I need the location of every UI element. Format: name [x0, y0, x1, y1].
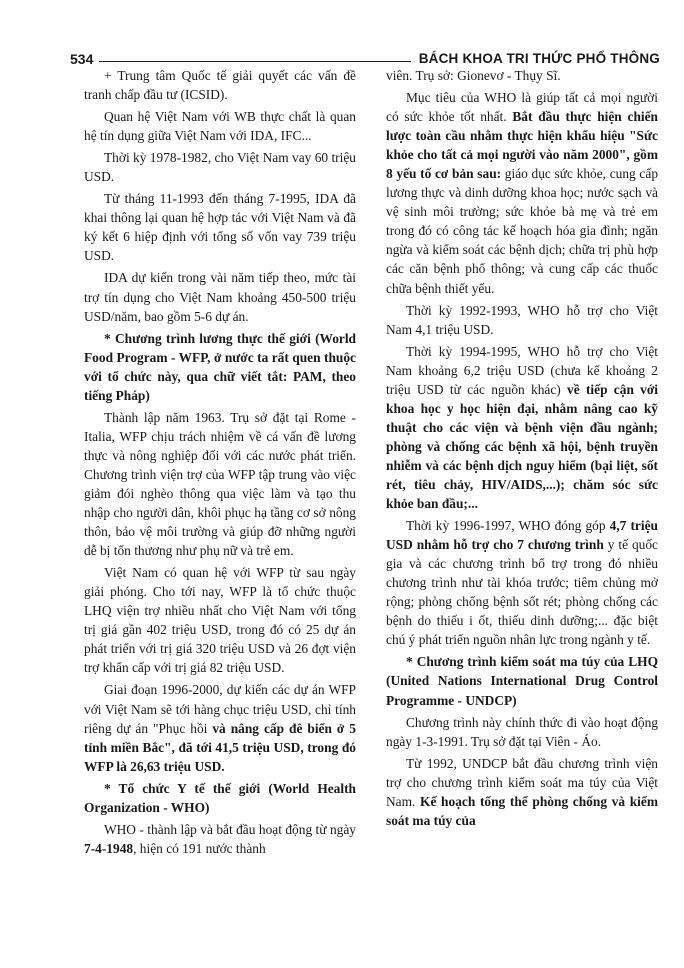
- undcp-1992-bold-text: Kế hoạch tổng thể phòng chống và kiểm soát ma túy của: [386, 793, 658, 828]
- left-column: [84, 66, 356, 858]
- who-1994-text: Thời kỳ 1994-1995, WHO hỗ trợ cho Việt Nam khoảng 6,2 triệu USD (chưa kể khoảng 2 triệu USD từ các nguồn khác): [386, 343, 658, 397]
- who-1996-text: Thời kỳ 1996-1997, WHO đóng góp: [406, 518, 610, 534]
- who-1996-paragraph: [386, 516, 658, 649]
- wfp-1996-paragraph: [84, 680, 356, 775]
- who-1996-text-end: y tế quốc gia và các chương trình bổ trợ trong đó nhiều chương trình như tài khóa trước; tiêm chủng mở rộng; phòng chống bệnh sốt rét; phòng chống các bệnh do thiếu i ốt, thiếu dinh dưỡng;... đặc biệt chú ý phát triển nguồn nhân lực trong ngành y tế.: [386, 537, 658, 648]
- wfp-1996-bold-text: và nâng cấp đê biển ở 5 tỉnh miền Bắc", đã tới 41,5 triệu USD, trong đó WFP là 26,63 triệu USD.: [84, 720, 356, 774]
- who-goals-paragraph: [386, 88, 658, 298]
- wfp-heading: * Chương trình lương thực thế giới (World Food Program - WFP, ở nước ta rất quen thuộc với tổ chức này, qua chữ viết tắt: PAM, theo tiếng Pháp): [84, 330, 356, 403]
- wfp-founding-paragraph: Thành lập năm 1963. Trụ sở đặt tại Rome - Italia, WFP chịu trách nhiệm về cá vấn đề lương thực và nông nghiệp đối với các nước phát triển. Chương trình viện trợ của WFP tập trung vào việc giảm đói nghèo thông qua việc làm và tạo thu nhập cho người dân, khôi phục hạ tầng cơ sở nông thôn, bảo vệ môi trường và giúp đỡ những người dễ bị tổn thương như phụ nữ và trẻ em.: [84, 409, 356, 559]
- who-goals-list: giáo dục sức khỏe, cung cấp lương thực và dinh dưỡng khoa học; nước sạch và vệ sinh môi trường; sức khỏe bà mẹ và trẻ em trong đó có công tác kế hoạch hóa gia đình; ngăn ngừa và kiểm soát các bệnh dịch; chữa trị phù hợp các căn bệnh phổ thông; và cung cấp các thuốc chữa bệnh thiết yếu.: [386, 166, 659, 296]
- wb-relation-paragraph: Quan hệ Việt Nam với WB thực chất là quan hệ tín dụng giữa Việt Nam với IDA, IFC...: [84, 109, 356, 144]
- undcp-founding-paragraph: Chương trình này chính thức đi vào hoạt động ngày 1-3-1991. Trụ sở đặt tại Viên - Áo.: [386, 714, 658, 749]
- who-members-continuation: viên. Trụ sở: Gionevơ - Thụy Sĩ.: [386, 68, 561, 83]
- who-1994-bold-text: về tiếp cận với khoa học y học hiện đại, nhằm nâng cao kỹ thuật cho các viện và bệnh viện đầu ngành; phòng và chống các bệnh xã hội, bệnh truyền nhiễm và các bệnh dịch nguy hiểm (bại liệt, sốt rét, tiêu chảy, HIV/AIDS,...); chăm sóc sức khỏe ban đầu;...: [386, 381, 658, 512]
- right-column: [386, 66, 658, 830]
- loan-1978-paragraph: Thời kỳ 1978-1982, cho Việt Nam vay 60 triệu USD.: [84, 150, 356, 185]
- who-1996-bold-text: 4,7 triệu USD nhằm hỗ trợ cho 7 chương trình: [386, 518, 658, 553]
- page-number: 534: [70, 51, 94, 67]
- undcp-1992-paragraph: [386, 754, 658, 830]
- who-founding-paragraph: [84, 820, 356, 858]
- wfp-vietnam-paragraph: Việt Nam có quan hệ với WFP từ sau ngày giải phóng. Cho tới nay, WFP là tổ chức thuộc LHQ viện trợ nhiều nhất cho Việt Nam với tổng trị giá gần 402 triệu USD, trong đó có 25 dự án phát triển với trị giá 320 triệu USD và 26 đợt viện trợ khẩn cấp với trị giá 82 triệu USD.: [84, 565, 356, 676]
- undcp-heading: * Chương trình kiểm soát ma túy của LHQ (United Nations International Drug Control Programme - UNDCP): [386, 654, 658, 708]
- who-1992-paragraph: Thời kỳ 1992-1993, WHO hỗ trợ cho Việt Nam 4,1 triệu USD.: [386, 302, 658, 337]
- who-founding-text: WHO - thành lập và bắt đầu hoạt động từ ngày: [104, 821, 356, 837]
- who-founding-text-end: , hiện có 191 nước thành: [133, 840, 266, 856]
- page-header: [70, 44, 660, 66]
- wfp-1996-text: Giai đoạn 1996-2000, dự kiến các dự án WFP với Việt Nam sẽ tới hàng chục triệu USD, chỉ tính riêng dự án "Phục hồi: [84, 682, 356, 736]
- ida-1993-paragraph: Từ tháng 11-1993 đến tháng 7-1995, IDA đã khai thông lại quan hệ hợp tác với Việt Nam và đã ký kết 6 hiệp định với tổng số vốn vay 739 triệu USD.: [84, 191, 356, 264]
- undcp-1992-text: Từ 1992, UNDCP bắt đầu chương trình viện trợ cho chương trình kiểm soát ma túy của Việt Nam.: [386, 755, 658, 809]
- who-goals-bold-text: Bắt đầu thực hiện chiến lược toàn cầu nhằm thực hiện khẩu hiệu "Sức khỏe cho tất cả mọi người vào năm 2000", gồm 8 yếu tố cơ bản sau:: [386, 109, 658, 182]
- who-heading: * Tổ chức Y tế thế giới (World Health Organization - WHO): [84, 780, 356, 815]
- ida-forecast-paragraph: IDA dự kiến trong vài năm tiếp theo, mức tài trợ tín dụng cho Việt Nam khoảng 450-500 triệu USD/năm, bao gồm 5-6 dự án.: [84, 270, 356, 324]
- who-goals-text: Mục tiêu của WHO là giúp tất cả mọi người có sức khỏe tốt nhất.: [386, 90, 658, 125]
- running-title: BÁCH KHOA TRI THỨC PHỔ THÔNG: [418, 51, 660, 66]
- header-rule: [99, 61, 410, 62]
- who-founding-date: 7-4-1948: [84, 840, 134, 856]
- icsid-paragraph: + Trung tâm Quốc tế giải quyết các vấn đề tranh chấp đầu tư (ICSID).: [84, 68, 356, 103]
- who-1994-paragraph: [386, 342, 658, 513]
